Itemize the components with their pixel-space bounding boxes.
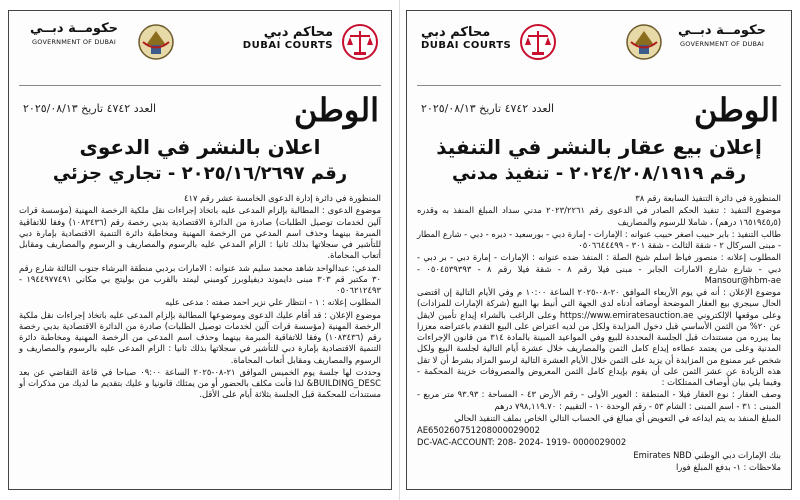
body-paragraph: المدعي: عبدالواحد شاهد محمد سليم شد عنوانه : الامارات بردبي منطقة البرشاء جنوب الثالثة شارع رقم ٣٠ مكتبر قم ٣٠٣ مبنى دايموند ديفيلوبرز كومبني ليمتد بالقرب من بوليتج بي مكاني ١٩٤٤٩٧٧٤٩١ - ٠٥٠٦٢١٢٤٩٣ (19, 262, 381, 295)
issue-number-date: العدد ٤٧٤٢ تاريخ ٢٠٢٥/٠٨/١٣ (421, 102, 555, 115)
government-logo-english: GOVERNMENT OF DUBAI (680, 40, 764, 48)
notice-title: إعلان بيع عقار بالنشر في التنفيذ (436, 135, 762, 159)
body-paragraph: وحددت لها جلسة يوم الخميس الموافق ٢١-٠٨-٢٠٢٥ الساعة ٠٩:٠٠ صباحا في قاعة التقاضي عن بعد BUILDING_DESC& لذا فأنت مكلف بالحضور أو من يمثلك قانونيا و عليك بتقديم ما لديك من مذكرات أو مستندات للمحكمة قبل الجلسة بثلاثة أيام على الأقل. (19, 366, 381, 400)
notice-body (19, 193, 381, 483)
government-logo-arabic: حكومــة دبــي (29, 21, 119, 36)
dubai-courts-scales-icon (519, 23, 557, 61)
body-paragraph: موضوع الإعلان : أنه في يوم الأربعاء الموافق ٢٠-٠٨-٢٠٢٥ الساعة ١٠:٠٠ م وفي الأيام التالية إن اقتضى الحال سيجري بيع العقار الموضحة أوصافه أدناه لدى الجهة التي أنيط بها البيع (شركة الإمارات للمزادات) وعلى موقعها الإلكتروني https://www.emiratesauction.ae وعلى الراغب بالشراء إيداع تأمين لايقل عن ٢٠% من الثمن الأساسي قبل دخول المزايدة ولكل من لديه اعتراض على البيع التقدم باعتراضه معززا بما يبرره من مستندات قبل الجلسة المحددة للبيع وفي المواعيد المبينة بالمادة ٣١٤ من قانون الإجراءات المدنية وعلى من يعتمد عطاءه إيداع كامل الثمن والمصاريف خلال عشرة أيام التالية لجلسة البيع ولكل شخص غير ممنوع من المزايدة أن يزيد على الثمن خلال الأيام العشرة التالية لرسو المزاد بشرط أن لا تقل هذه الزيادة عن عشر الثمن على أن يقوم بإيداع كامل الثمن المعروض والمصروفات خزينة المحكمة - وفيما يلي بيان أوصاف الممتلكات : (417, 287, 781, 387)
court-notice-property-sale (406, 10, 792, 490)
government-of-dubai-logo (667, 23, 777, 48)
case-number: رقم ٢٠٢٥/١٦/٢٦٩٧ - تجاري جزئي (52, 163, 348, 184)
body-paragraph: المنظورة في دائرة إدارة الدعوى الخامسة عشر رقم ٤١٧ (183, 193, 381, 203)
notice-title: اعلان بالنشر في الدعوى (79, 135, 321, 159)
dubai-courts-logo-text (243, 25, 333, 51)
government-logo-arabic: حكومــة دبــي (677, 23, 767, 38)
dubai-courts-logo-text (421, 25, 511, 51)
body-paragraph: المنظورة في دائرة التنفيذ السابعة رقم ٣٨ (635, 193, 781, 203)
government-logo-english: GOVERNMENT OF DUBAI (32, 38, 116, 46)
column-divider (399, 0, 400, 500)
body-paragraph: وصف العقار : نوع العقار فيلا - المنطقة : العوير الأولى - رقم الأرض ٤٣ - المساحة : ٩٣.٩٣ متر مربع - المبنى : ٣١ - اسم المبنى : الشام ٥٣ - رقم الوحدة ١٠ - التقييم : ٧٩٨,١١٩.٧٠ درهم (417, 389, 781, 411)
body-paragraph: المطلوب إعلانه : منصور فياظ اسلم شيخ الصلة : المنفذ ضده عنوانه : الإمارات - إمارة دبي - بر دبي - دبي - شارع شارع الامارات الجابر - مبنى فيلا رقم ٨ - شقة فيلا رقم ٨ - ٠٥٠٤٥٣٩٣٩٣ - Mansour@hbm-ae (417, 252, 781, 285)
body-paragraph: طالب التنفيذ : بابر حبيب اصغر حبيب عنوانه : الإمارات - إمارة دبي - بورسعيد - ديره - دبي - شارع المطار - مبنى السركال ٢ - شقة الثالث - شقة ٣٠١ - ٠٥٠٦٦٤٤٤٩٩ (417, 228, 781, 250)
body-paragraph: المطلوب إعلانه : ١ - انتظار علي نزير احمد صفته : مدعى عليه (165, 297, 381, 308)
case-number: رقم ٢٠٢٤/٢٠٨/١٩١٩ - تنفيذ مدني (451, 163, 747, 184)
iban-number: AE650260751208000029002 (417, 425, 540, 435)
notice-body (417, 193, 781, 483)
body-paragraph: المبلغ المنفذ به يتم ايداعه في التعويض أي مبالغ في الحساب التالي الخاص بملف التنفيذ الحالي (454, 412, 781, 423)
government-of-dubai-logo (19, 21, 129, 46)
body-paragraph: موضوع الدعوى : المطالبة بإلزام المدعى عليه باتخاذ إجراءات نقل ملكية الرخصة المهنية (مؤسسة قرات آلين لخدمات توصيل الطلبات) صادرة من الدائرة الاقتصادية بدبي رخصة رقم (١٠٨٣٤٣٦) وفقا للاتفاقية المبرمة بينهما وحذف اسم المدعي من الرخصة المهنية ومخاطبة دائرة التنمية الاقتصادية بإمارة دبي للتأشير في سجلاتها بذلك ثانيا : الزام المدعي عليه بالرسوم والمصاريف و الرسوم والمصاريف ومقابل أتعاب المحاماة. (19, 205, 381, 261)
court-notice-lawsuit (8, 10, 392, 490)
newspaper-wordmark: الوطن (294, 91, 379, 129)
notes: ملاحظات : ١- بدفع المبلغ فورا (675, 461, 781, 472)
body-paragraph: موضوع التنفيذ : تنفيذ الحكم الصادر في الدعوى رقم ٢٠٢٣/٢٢٦١ مدني سداد المبلغ المنفذ به وقدره (١٦٥١٩٤٥٫٥ درهم) ، شاملا للرسوم والمصاريف (417, 205, 781, 227)
dubai-courts-arabic: محاكم دبي (421, 25, 491, 40)
notice-header (9, 19, 391, 79)
notice-header (407, 19, 791, 79)
dubai-courts-english: DUBAI COURTS (421, 40, 512, 51)
body-paragraph: موضوع الإعلان : قد أقام عليك الدعوى وموضوعها المطالبة بإلزام المدعى عليه باتخاذ إجراءات نقل ملكية الرخصة المهنية (مؤسسة قرات آلين لخدمات توصيل الطلبات) صادرة من الدائرة الاقتصادية بدبي رخصة رقم (١٠٨٣٤٣٦) وفقا للاتفاقية المبرمة بينهما وحذف اسم المدعي من الرخصة المهنية ومخاطبة دائرة التنمية الاقتصادية بإمارة دبي للتأشير في سجلاتها بذلك ثانيا : الزام المدعى عليه بالرسوم والمصاريف و الرسوم والمصاريف ومقابل أتعاب المحاماة. (19, 309, 381, 365)
dubai-courts-english: DUBAI COURTS (242, 40, 333, 51)
bank-name: بنك الإمارات دبي الوطني Emirates NBD (633, 449, 781, 460)
government-crest-icon (625, 23, 663, 61)
newspaper-wordmark: الوطن (694, 91, 779, 129)
issue-number-date: العدد ٤٧٤٢ تاريخ ٢٠٢٥/٠٨/١٣ (23, 102, 157, 115)
header-rule (417, 85, 781, 86)
dubai-courts-arabic: محاكم دبي (263, 25, 333, 40)
header-rule (19, 85, 381, 86)
government-crest-icon (137, 23, 175, 61)
dubai-courts-scales-icon (341, 23, 379, 61)
account-reference: DC-VAC-ACCOUNT: 208- 2024- 1919- 0000029002 (417, 437, 627, 448)
